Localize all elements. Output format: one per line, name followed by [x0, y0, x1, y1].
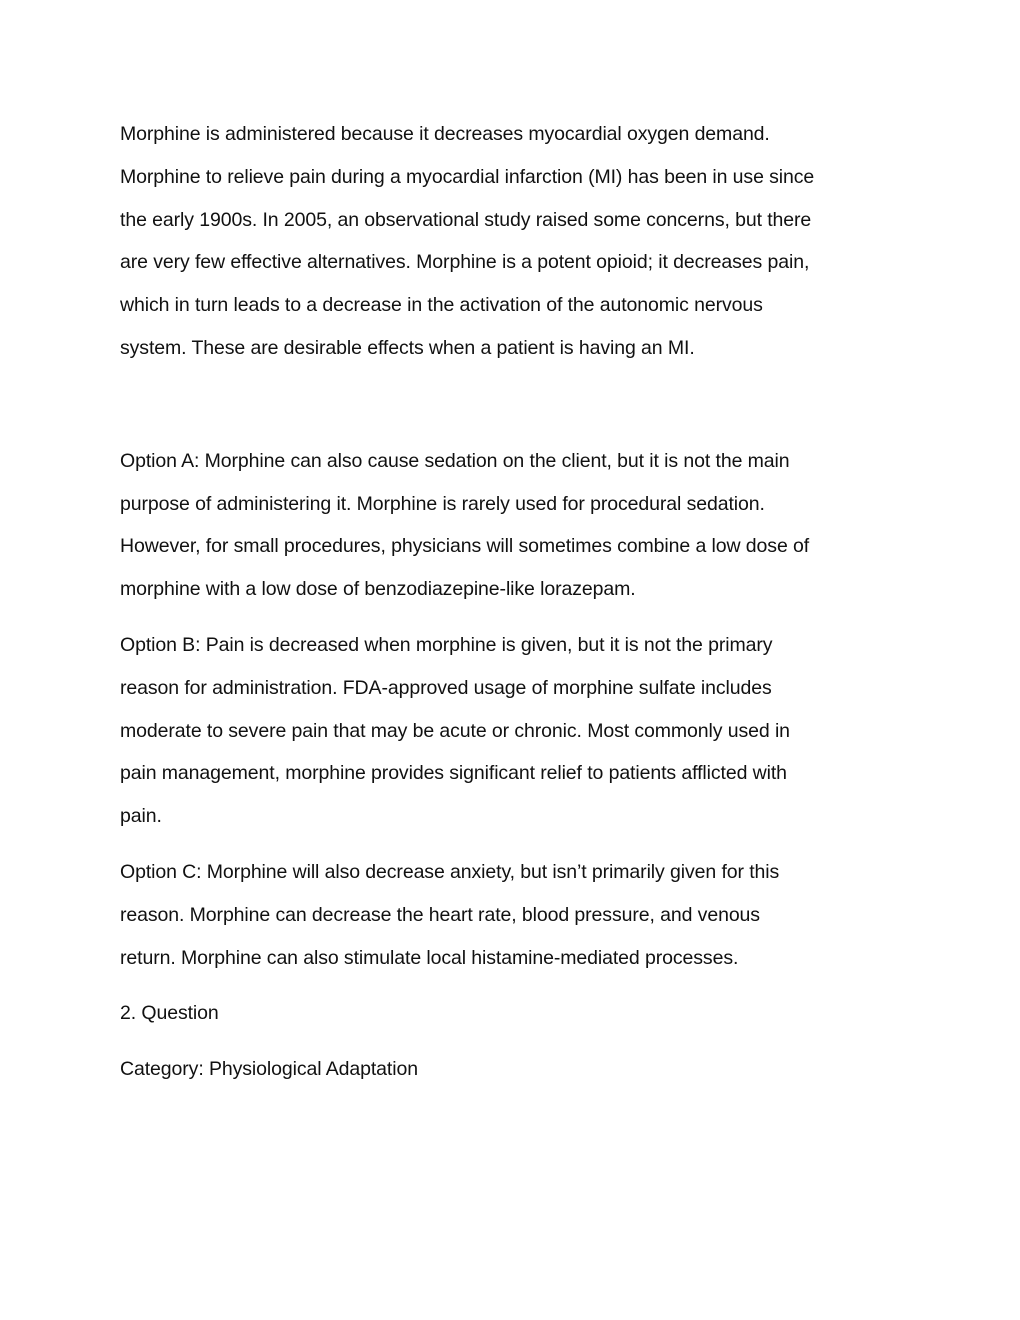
intro-line: the early 1900s. In 2005, an observational study raised some concerns, but there — [120, 208, 812, 231]
option-c-line: reason. Morphine can decrease the heart rate, blood pressure, and venous — [120, 903, 760, 926]
category-label: Category: Physiological Adaptation — [120, 1058, 418, 1081]
intro-line: Morphine is administered because it decreases myocardial oxygen demand. — [120, 123, 770, 145]
option-b-line: Option B: Pain is decreased when morphine is given, but it is not the primary — [120, 633, 773, 656]
option-b-line: moderate to severe pain that may be acute or chronic. Most commonly used in — [120, 719, 790, 742]
intro-line: which in turn leads to a decrease in the activation of the autonomic nervous — [120, 294, 763, 317]
intro-line: Morphine to relieve pain during a myocardial infarction (MI) has been in use since — [120, 165, 815, 188]
document-page — [120, 113, 910, 1104]
option-c-line: return. Morphine can also stimulate local histamine-mediated processes. — [120, 946, 739, 969]
option-a-line: Option A: Morphine can also cause sedation on the client, but it is not the main — [120, 449, 790, 472]
intro-line: are very few effective alternatives. Morphine is a potent opioid; it decreases pain, — [120, 251, 810, 274]
intro-line: system. These are desirable effects when a patient is having an MI. — [120, 336, 695, 359]
option-b-line: pain management, morphine provides significant relief to patients afflicted with — [120, 762, 787, 785]
intro-paragraph — [120, 113, 910, 370]
option-c-paragraph — [120, 851, 910, 979]
option-a-paragraph — [120, 440, 910, 611]
option-b-line: reason for administration. FDA-approved usage of morphine sulfate includes — [120, 676, 772, 699]
option-c-line: Option C: Morphine will also decrease anxiety, but isn’t primarily given for this — [120, 860, 780, 883]
option-a-line: However, for small procedures, physicians will sometimes combine a low dose of — [120, 535, 810, 558]
option-a-line: purpose of administering it. Morphine is rarely used for procedural sedation. — [120, 492, 765, 515]
option-a-line: morphine with a low dose of benzodiazepine-like lorazepam. — [120, 578, 636, 601]
question-heading: 2. Question — [120, 1002, 219, 1025]
option-b-paragraph — [120, 624, 910, 838]
option-b-line: pain. — [120, 805, 162, 828]
